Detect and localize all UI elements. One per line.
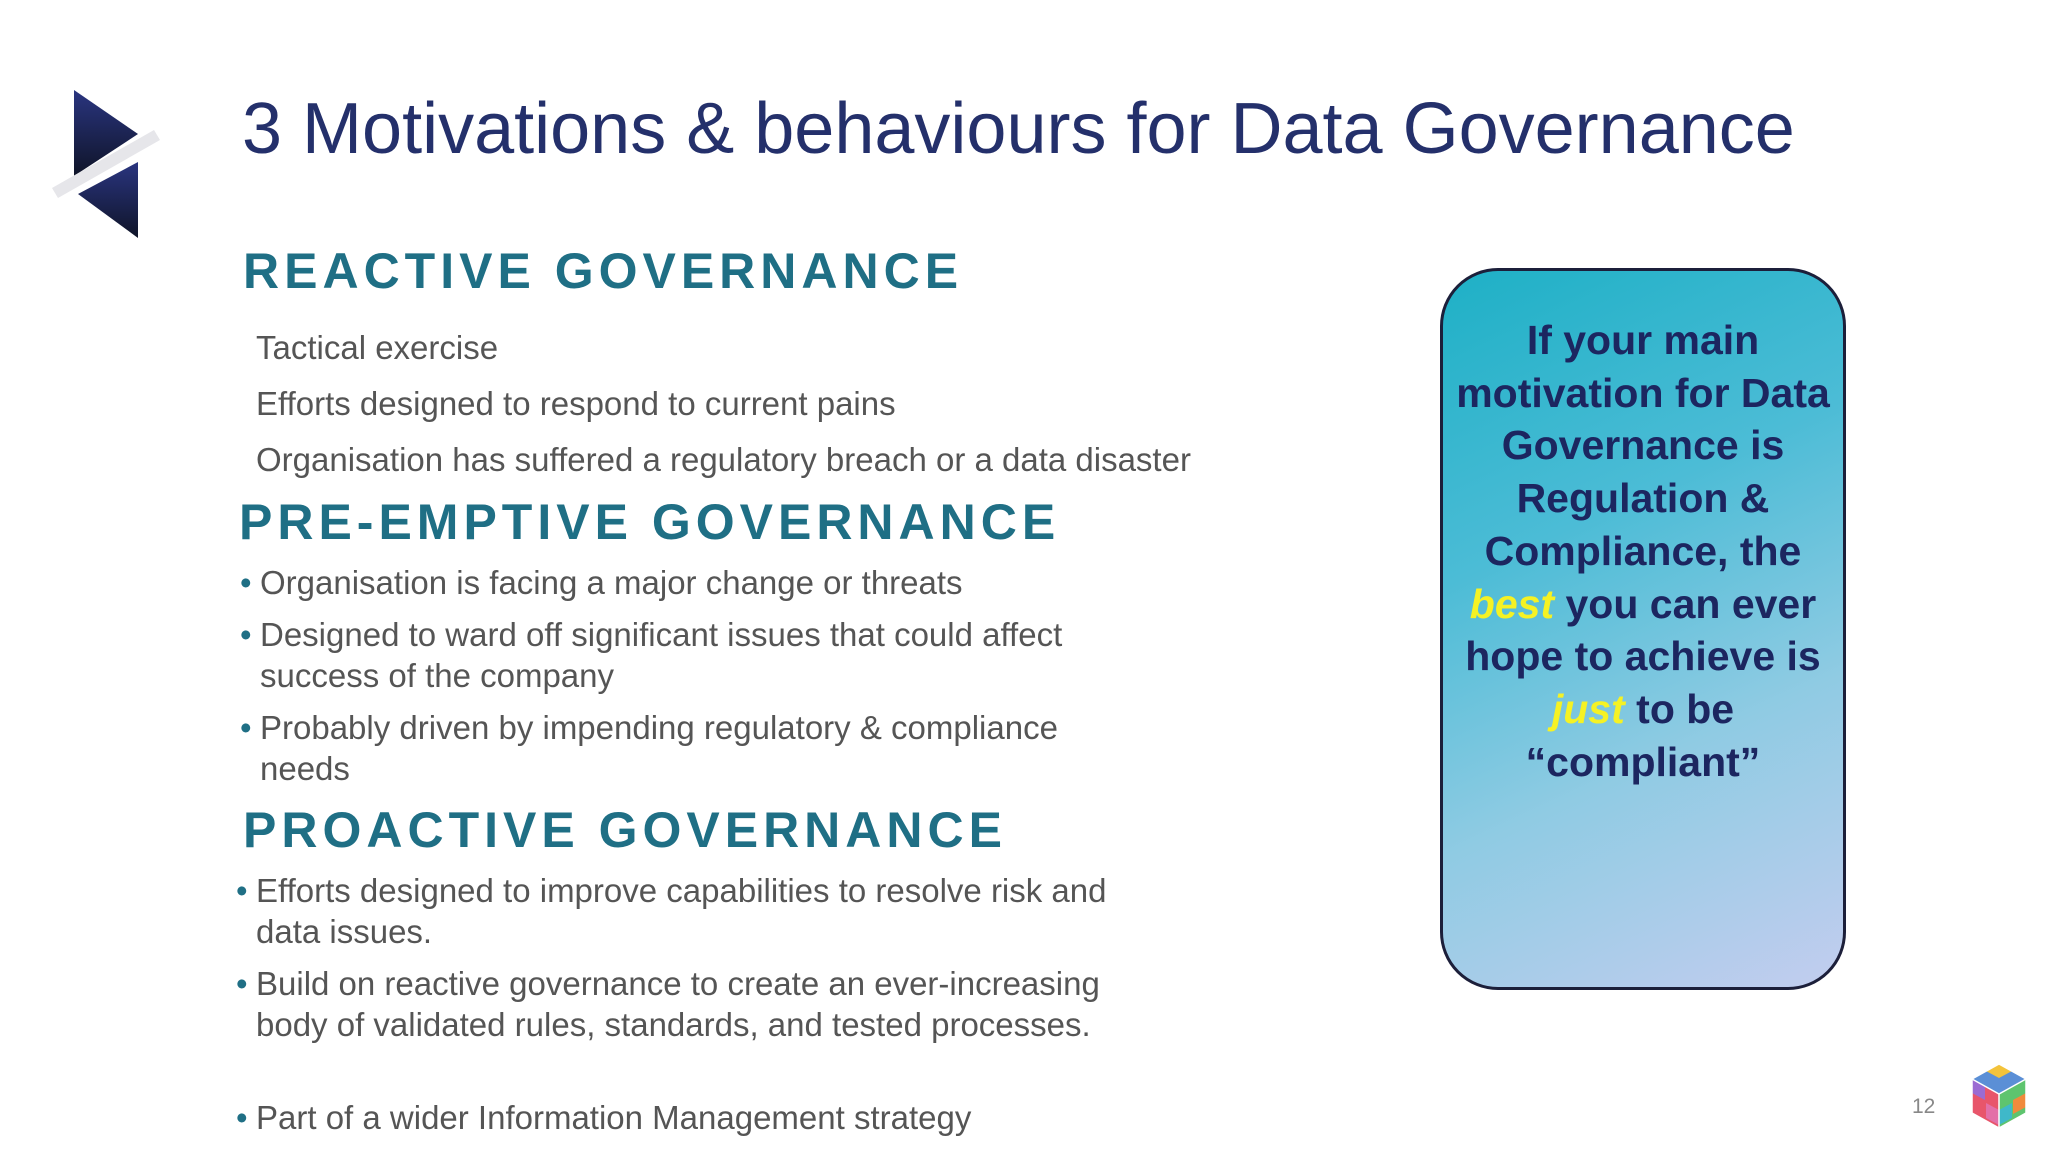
reactive-line-2: Efforts designed to respond to current pains: [256, 385, 896, 422]
bullet-dot-icon: •: [236, 1099, 248, 1136]
callout-text-part-1: If your main motivation for Data Governance is Regulation & Compliance, the: [1456, 317, 1830, 574]
preemptive-bullet-2: [240, 614, 1140, 696]
reactive-line-3: Organisation has suffered a regulatory breach or a data disaster: [256, 441, 1191, 478]
bullet-dot-icon: •: [236, 965, 248, 1002]
bullet-text: Organisation is facing a major change or threats: [260, 564, 963, 601]
reactive-governance-heading: REACTIVE GOVERNANCE: [243, 243, 964, 299]
slide-title: 3 Motivations & behaviours for Data Governance: [242, 89, 1795, 169]
preemptive-governance-heading: PRE-EMPTIVE GOVERNANCE: [239, 494, 1061, 550]
callout-highlight-just: just: [1551, 685, 1625, 732]
callout-highlight-best: best: [1469, 580, 1555, 627]
callout-text-part-2: you can ever hope to achieve is: [1465, 580, 1821, 680]
proactive-governance-heading: PROACTIVE GOVERNANCE: [243, 802, 1007, 858]
page-number: 12: [1912, 1095, 1936, 1118]
bullet-dot-icon: •: [240, 709, 252, 746]
compliance-callout-text: [1440, 314, 1846, 788]
brand-logo-icon: [50, 90, 168, 240]
proactive-bullet-3: [236, 1097, 1156, 1138]
proactive-bullet-1: [236, 870, 1116, 952]
bullet-dot-icon: •: [236, 872, 248, 909]
reactive-line-1: Tactical exercise: [256, 329, 499, 366]
bullet-text: Designed to ward off significant issues that could affect success of the company: [260, 616, 1063, 694]
bullet-dot-icon: •: [240, 616, 252, 653]
bullet-text: Part of a wider Information Management strategy: [256, 1099, 972, 1136]
preemptive-bullet-1: [240, 562, 1140, 603]
proactive-bullet-2: [236, 963, 1136, 1045]
bullet-text: Build on reactive governance to create an ever-increasing body of validated rules, standards, and tested processes.: [256, 965, 1100, 1043]
bullet-text: Probably driven by impending regulatory & compliance needs: [260, 709, 1058, 787]
preemptive-bullet-3: [240, 707, 1140, 789]
bullet-dot-icon: •: [240, 564, 252, 601]
callout-text-part-3: to be “compliant”: [1525, 685, 1761, 785]
bullet-text: Efforts designed to improve capabilities to resolve risk and data issues.: [256, 872, 1107, 950]
hexagon-cube-icon: [1966, 1060, 2032, 1132]
